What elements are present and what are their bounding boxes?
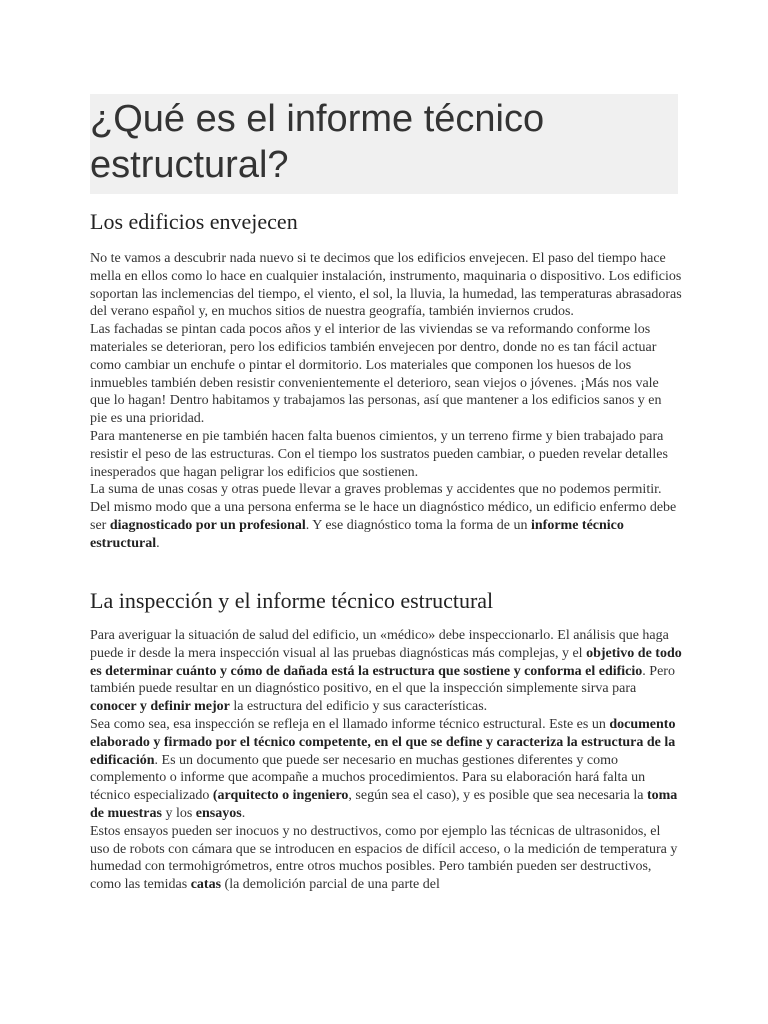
bold-text: ensayos: [195, 805, 242, 821]
section-heading-inspeccion: La inspección y el informe técnico estructural: [90, 588, 494, 613]
paragraph: [90, 250, 682, 321]
paragraph: [90, 481, 682, 552]
bold-text: toma de muestras: [90, 788, 678, 821]
section-body-inspeccion: [90, 627, 682, 894]
text-run: (la demolición parcial de una parte del: [221, 877, 440, 893]
text-run: Para mantenerse en pie también hacen falta buenos cimientos, y un terreno firme y bien trabajado para resistir el peso de las estructuras. Con el tiempo los sustratos pueden cambiar, o pueden revelar detalles inesperados que hagan peligrar los edificios que sostienen.: [90, 428, 668, 480]
text-run: Para averiguar la situación de salud del edificio, un «médico» debe inspeccionarlo. El análisis que haga puede ir desde la mera inspección visual al las pruebas diagnósticas más complejas, y el: [90, 628, 669, 661]
bold-text: (arquitecto o ingeniero: [212, 788, 349, 804]
bold-text: diagnosticado por un profesional: [109, 517, 306, 533]
text-run: , según sea el caso), y es posible que sea necesaria la: [348, 788, 647, 804]
text-run: . Y ese diagnóstico toma la forma de un: [305, 517, 531, 533]
paragraph: [90, 321, 682, 428]
title-box: [90, 94, 678, 194]
bold-text: catas: [190, 877, 222, 893]
text-run: Sea como sea, esa inspección se refleja en el llamado informe técnico estructural. Este es un: [90, 716, 610, 732]
bold-text: documento elaborado y firmado por el técnico competente, en el que se define y caracteriza la estructura de la edificación: [90, 716, 676, 768]
section-body-edificios: [90, 250, 682, 553]
text-run: .: [241, 805, 246, 821]
bold-text: conocer y definir mejor: [90, 699, 230, 715]
text-run: Las fachadas se pintan cada pocos años y el interior de las viviendas se va reformando conforme los materiales se deterioran, pero los edificios también envejecen por dentro, donde no es tan fácil actuar como cambiar un enchufe o pintar el dormitorio. Los materiales que componen los huesos de los inmuebles también deben resistir convenientemente el deterioro, sean viejos o jóvenes. ¡Más nos vale que lo hagan! Dentro habitamos y trabajamos las personas, así que mantener a los edificios sanos y en pie es una prioridad.: [90, 322, 662, 427]
text-run: . Es un documento que puede ser necesario en muchas gestiones diferentes y como complemento o informe que acompañe a muchos procedimientos. Para su elaboración hará falta un técnico especializado: [90, 752, 646, 804]
section-heading-edificios: Los edificios envejecen: [90, 209, 298, 234]
bold-text: informe técnico estructural: [90, 517, 624, 551]
paragraph: [90, 716, 682, 823]
paragraph: [90, 428, 682, 481]
paragraph: [90, 627, 682, 716]
page-title: ¿Qué es el informe técnico estructural?: [90, 98, 545, 186]
text-run: La suma de unas cosas y otras puede llevar a graves problemas y accidentes que no podemos permitir. Del mismo modo que a una persona enferma se le hace un diagnóstico médico, un edificio enfermo debe ser: [90, 482, 677, 533]
text-run: .: [156, 535, 160, 551]
bold-text: objetivo de todo es determinar cuánto y cómo de dañada está la estructura que sostiene y conforma el edificio: [90, 645, 682, 679]
text-run: la estructura del edificio y sus características.: [229, 699, 488, 715]
text-run: . Pero también puede resultar en un diagnóstico positivo, en el que la inspección simplemente sirva para: [90, 663, 675, 697]
text-run: Estos ensayos pueden ser inocuos y no destructivos, como por ejemplo las técnicas de ultrasonidos, el uso de robots con cámara que se introducen en espacios de difícil acceso, o la medición de temperatura y humedad con termohigrómetros, entre otros muchos posibles. Pero también pueden ser destructivos, como las temidas: [90, 823, 678, 893]
paragraph: [90, 823, 682, 894]
text-run: y los: [161, 805, 196, 821]
text-run: No te vamos a descubrir nada nuevo si te decimos que los edificios envejecen. El paso del tiempo hace mella en ellos como lo hace en cualquier instalación, instrumento, maquinaria o dispositivo. Los edificios soportan las inclemencias del tiempo, el viento, el sol, la lluvia, la humedad, las temperaturas abrasadoras del verano español y, en muchos sitios de nuestra geografía, también inviernos crudos.: [90, 251, 682, 320]
